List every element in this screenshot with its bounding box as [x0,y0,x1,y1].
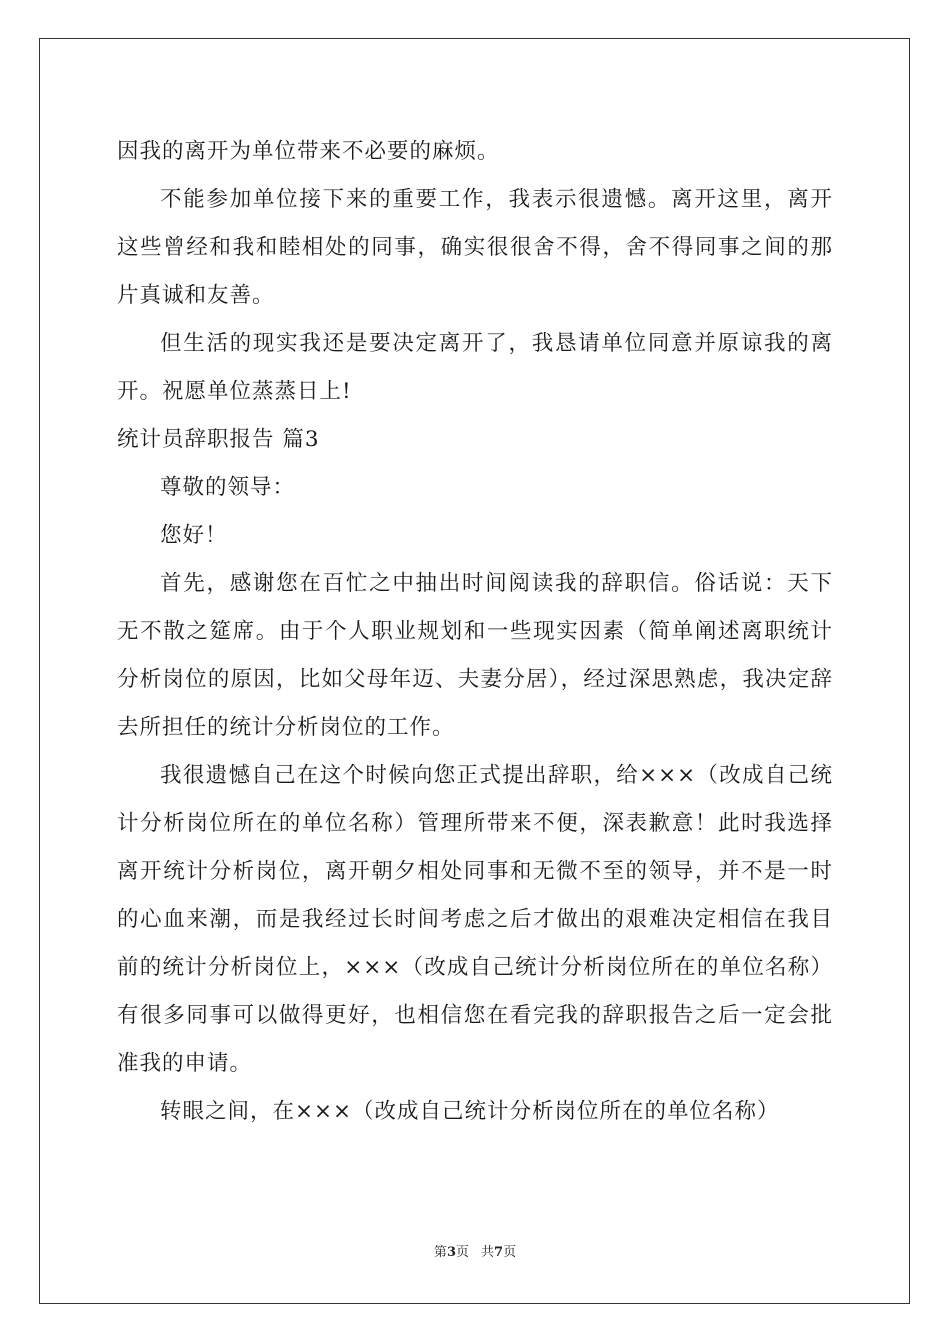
letter-paragraph-intro: 首先，感谢您在百忙之中抽出时间阅读我的辞职信。俗话说：天下无不散之筵席。由于个人职业规划和一些现实因素（简单阐述离职统计分析岗位的原因，比如父母年迈、夫妻分居），经过深思熟虑，我决定辞去所担任的统计分析岗位的工作。 [117,571,833,740]
letter-paragraph-apology: 我很遗憾自己在这个时候向您正式提出辞职，给×××（改成自己统计分析岗位所在的单位名称）管理所带来不便，深表歉意！此时我选择离开统计分析岗位，离开朝夕相处同事和无微不至的领导，并不是一时的心血来潮，而是我经过长时间考虑之后才做出的艰难决定相信在我目前的统计分析岗位上，×××（改成自己统计分析岗位所在的单位名称）有很多同事可以做得更好，也相信您在看完我的辞职报告之后一定会批准我的申请。 [117,763,833,1076]
section-heading: 统计员辞职报告 篇3 [117,427,320,452]
document-body [117,128,833,1136]
footer-prefix: 第 [433,1245,447,1260]
paragraph-farewell: 但生活的现实我还是要决定离开了，我恳请单位同意并原谅我的离开。祝愿单位蒸蒸日上! [117,331,833,404]
footer-total-prefix: 共 [481,1245,495,1260]
page-footer [0,1243,950,1263]
footer-total-suffix: 页 [503,1245,517,1260]
paragraph-regret: 不能参加单位接下来的重要工作，我表示很遗憾。离开这里，离开这些曾经和我和睦相处的同事，确实很很舍不得，舍不得同事之间的那片真诚和友善。 [117,187,833,308]
paragraph-continuation: 因我的离开为单位带来不必要的麻烦。 [117,139,500,164]
letter-paragraph-closing: 转眼之间，在×××（改成自己统计分析岗位所在的单位名称） [160,1099,780,1124]
letter-greeting: 您好！ [160,523,228,548]
current-page-number: 3 [446,1245,456,1260]
footer-page-suffix: 页 [455,1245,469,1260]
total-pages-number: 7 [494,1245,504,1260]
letter-salutation: 尊敬的领导： [160,475,296,500]
